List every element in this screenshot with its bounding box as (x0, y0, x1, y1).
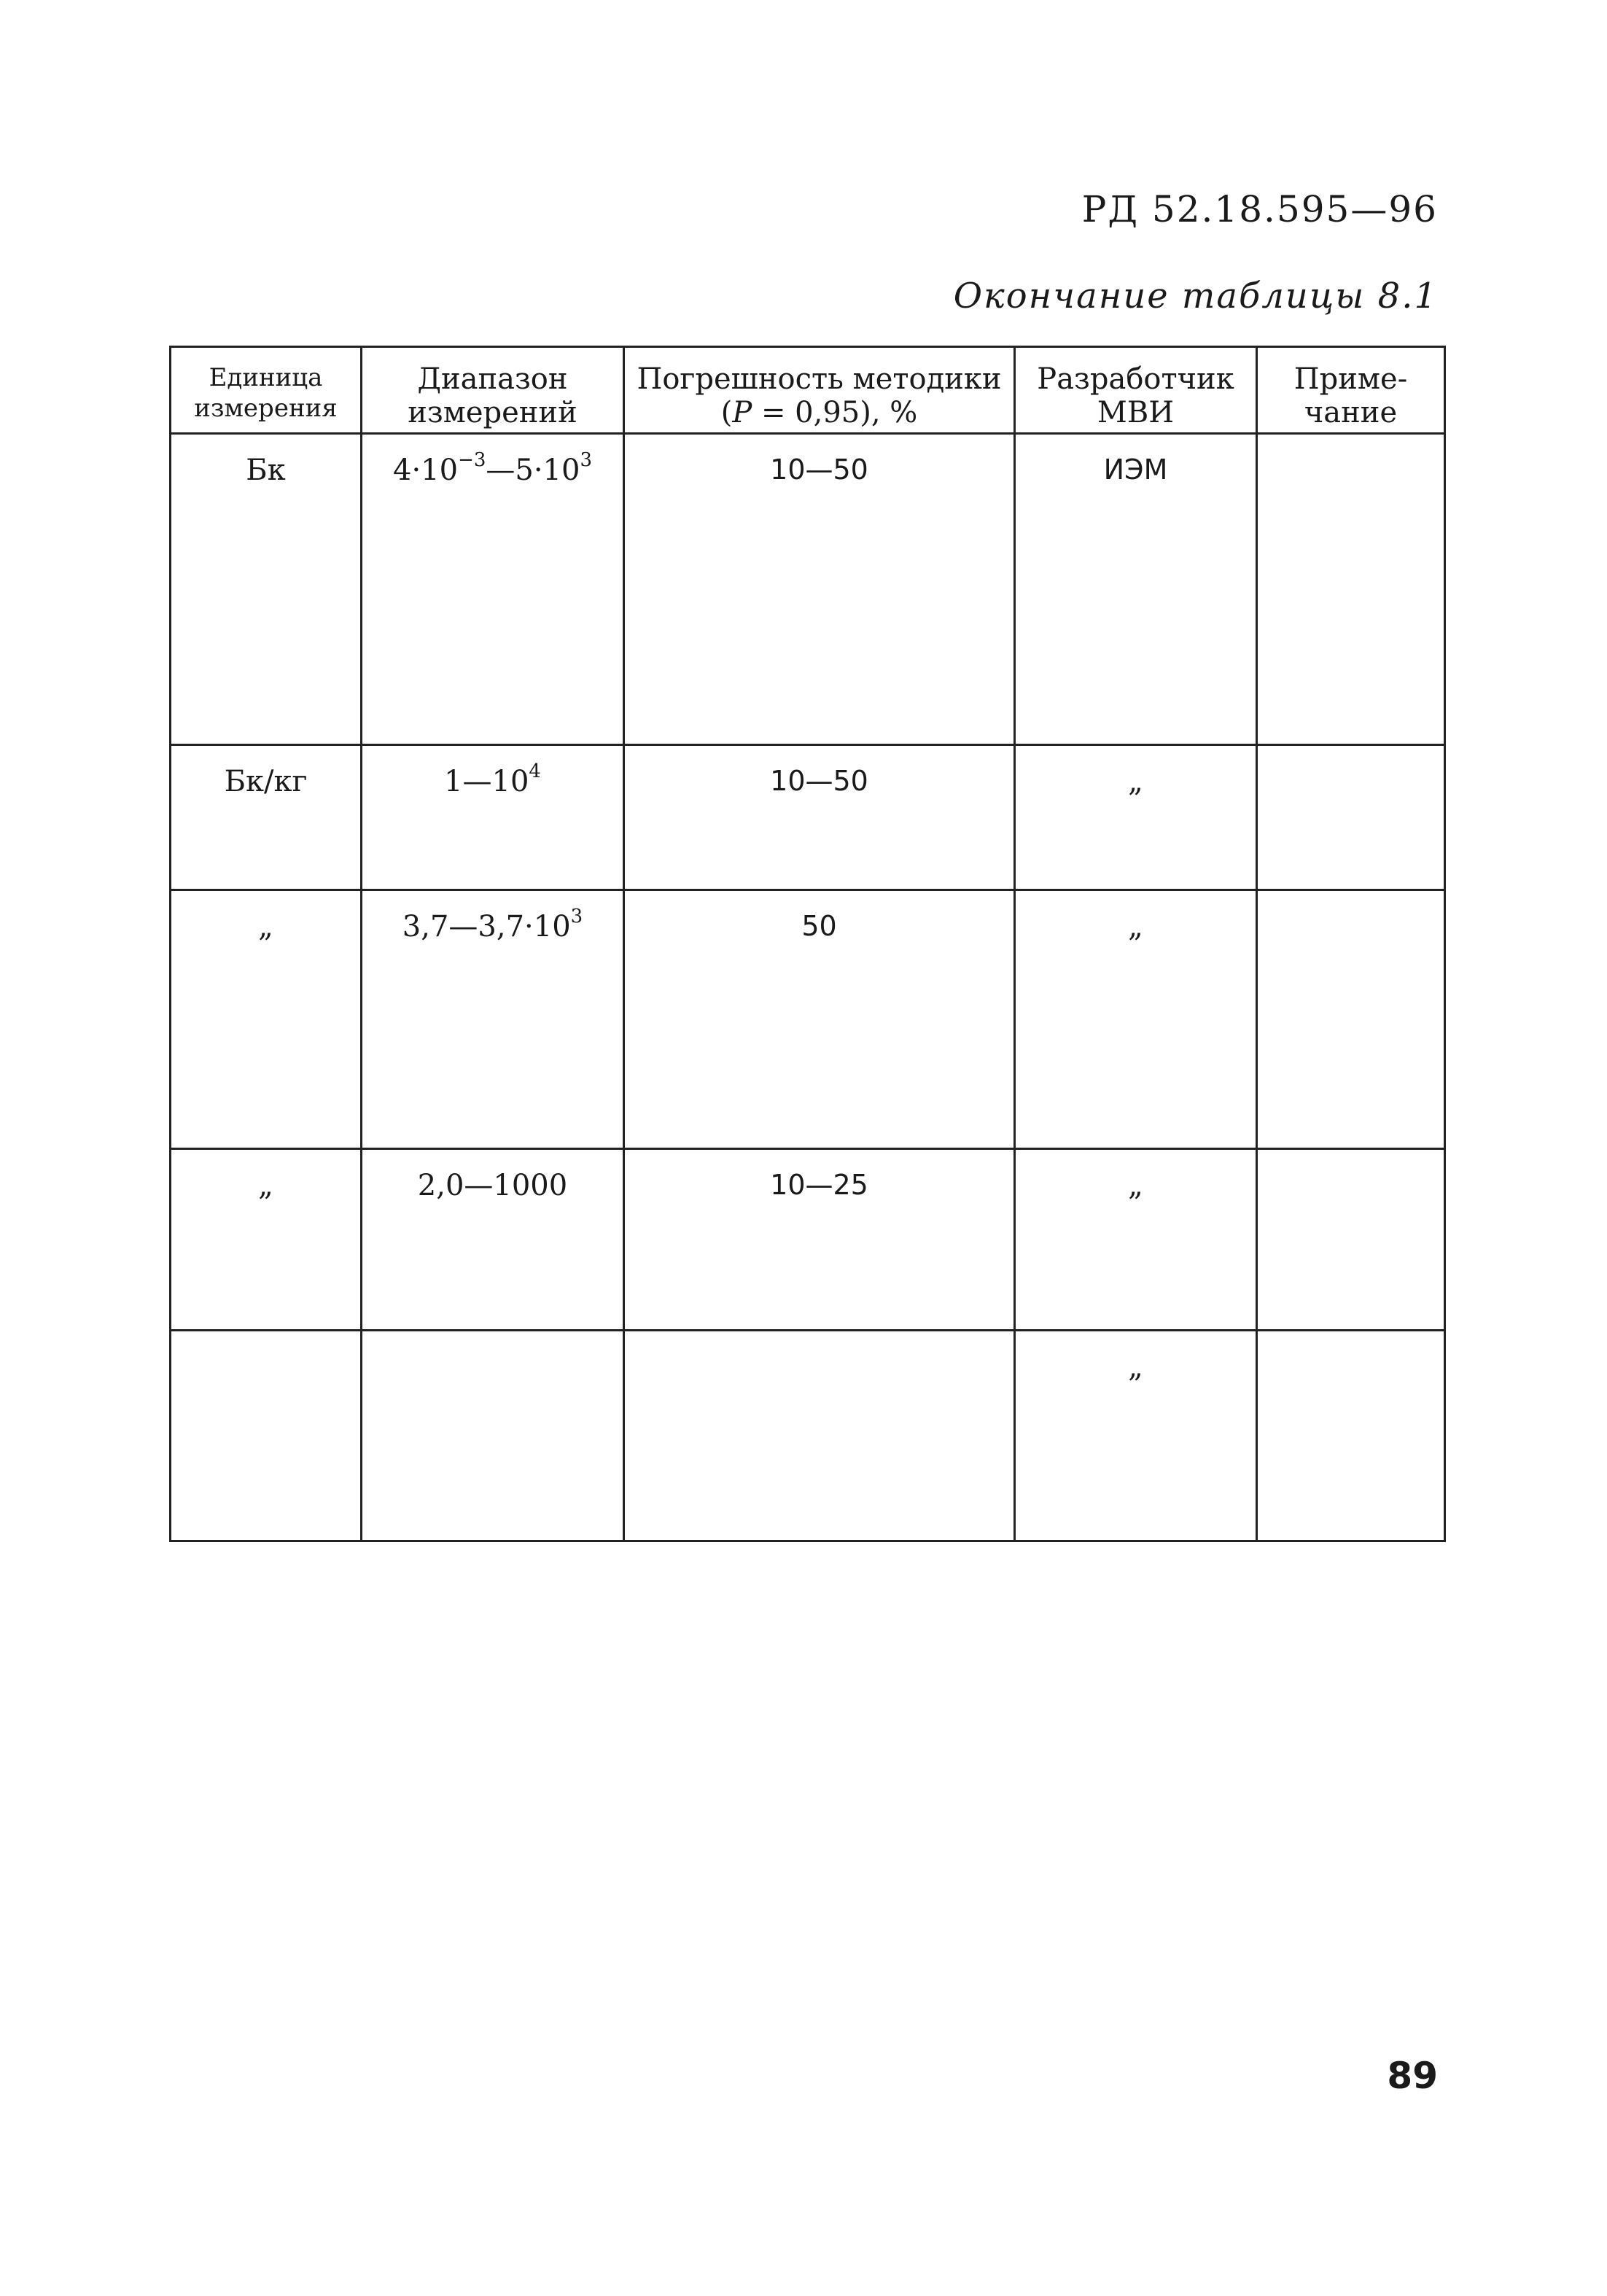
table-row (171, 890, 1445, 1149)
cell-unit (171, 1331, 362, 1541)
cell-range: $1—10^4$ (362, 745, 624, 890)
cell-range: $4\cdot 10^{-3}—5\cdot 10^3$ (362, 434, 624, 745)
table-row (171, 434, 1445, 745)
cell-note (1257, 1149, 1445, 1331)
data-table (169, 346, 1446, 1542)
cell-error: 10—50 (624, 434, 1015, 745)
cell-note (1257, 745, 1445, 890)
cell-note (1257, 890, 1445, 1149)
cell-note (1257, 434, 1445, 745)
cell-range (362, 1331, 624, 1541)
cell-developer: „ (1015, 890, 1257, 1149)
col-header-note: Приме- чание (1257, 347, 1445, 434)
col-header-error: Погрешность методики (P = 0,95), % (624, 347, 1015, 434)
page-number: 89 (1387, 2055, 1438, 2097)
cell-developer: ИЭМ (1015, 434, 1257, 745)
cell-note (1257, 1331, 1445, 1541)
cell-range: 2,0—1000 (362, 1149, 624, 1331)
cell-error (624, 1331, 1015, 1541)
cell-developer: „ (1015, 1331, 1257, 1541)
document-code: РД 52.18.595—96 (1081, 188, 1438, 230)
cell-error: 50 (624, 890, 1015, 1149)
table-header-row (171, 347, 1445, 434)
table-caption: Окончание таблицы 8.1 (953, 276, 1438, 316)
cell-unit: „ (171, 1149, 362, 1331)
col-header-unit: Единица измерения (171, 347, 362, 434)
cell-unit: Бк (171, 434, 362, 745)
cell-range: $3,7—3,7\cdot 10^3$ (362, 890, 624, 1149)
col-header-developer: Разработчик МВИ (1015, 347, 1257, 434)
cell-developer: „ (1015, 1149, 1257, 1331)
table-row (171, 1149, 1445, 1331)
cell-unit: Бк/кг (171, 745, 362, 890)
table-row (171, 745, 1445, 890)
cell-developer: „ (1015, 745, 1257, 890)
cell-error: 10—25 (624, 1149, 1015, 1331)
table-row (171, 1331, 1445, 1541)
cell-unit: „ (171, 890, 362, 1149)
cell-error: 10—50 (624, 745, 1015, 890)
col-header-range: Диапазон измерений (362, 347, 624, 434)
